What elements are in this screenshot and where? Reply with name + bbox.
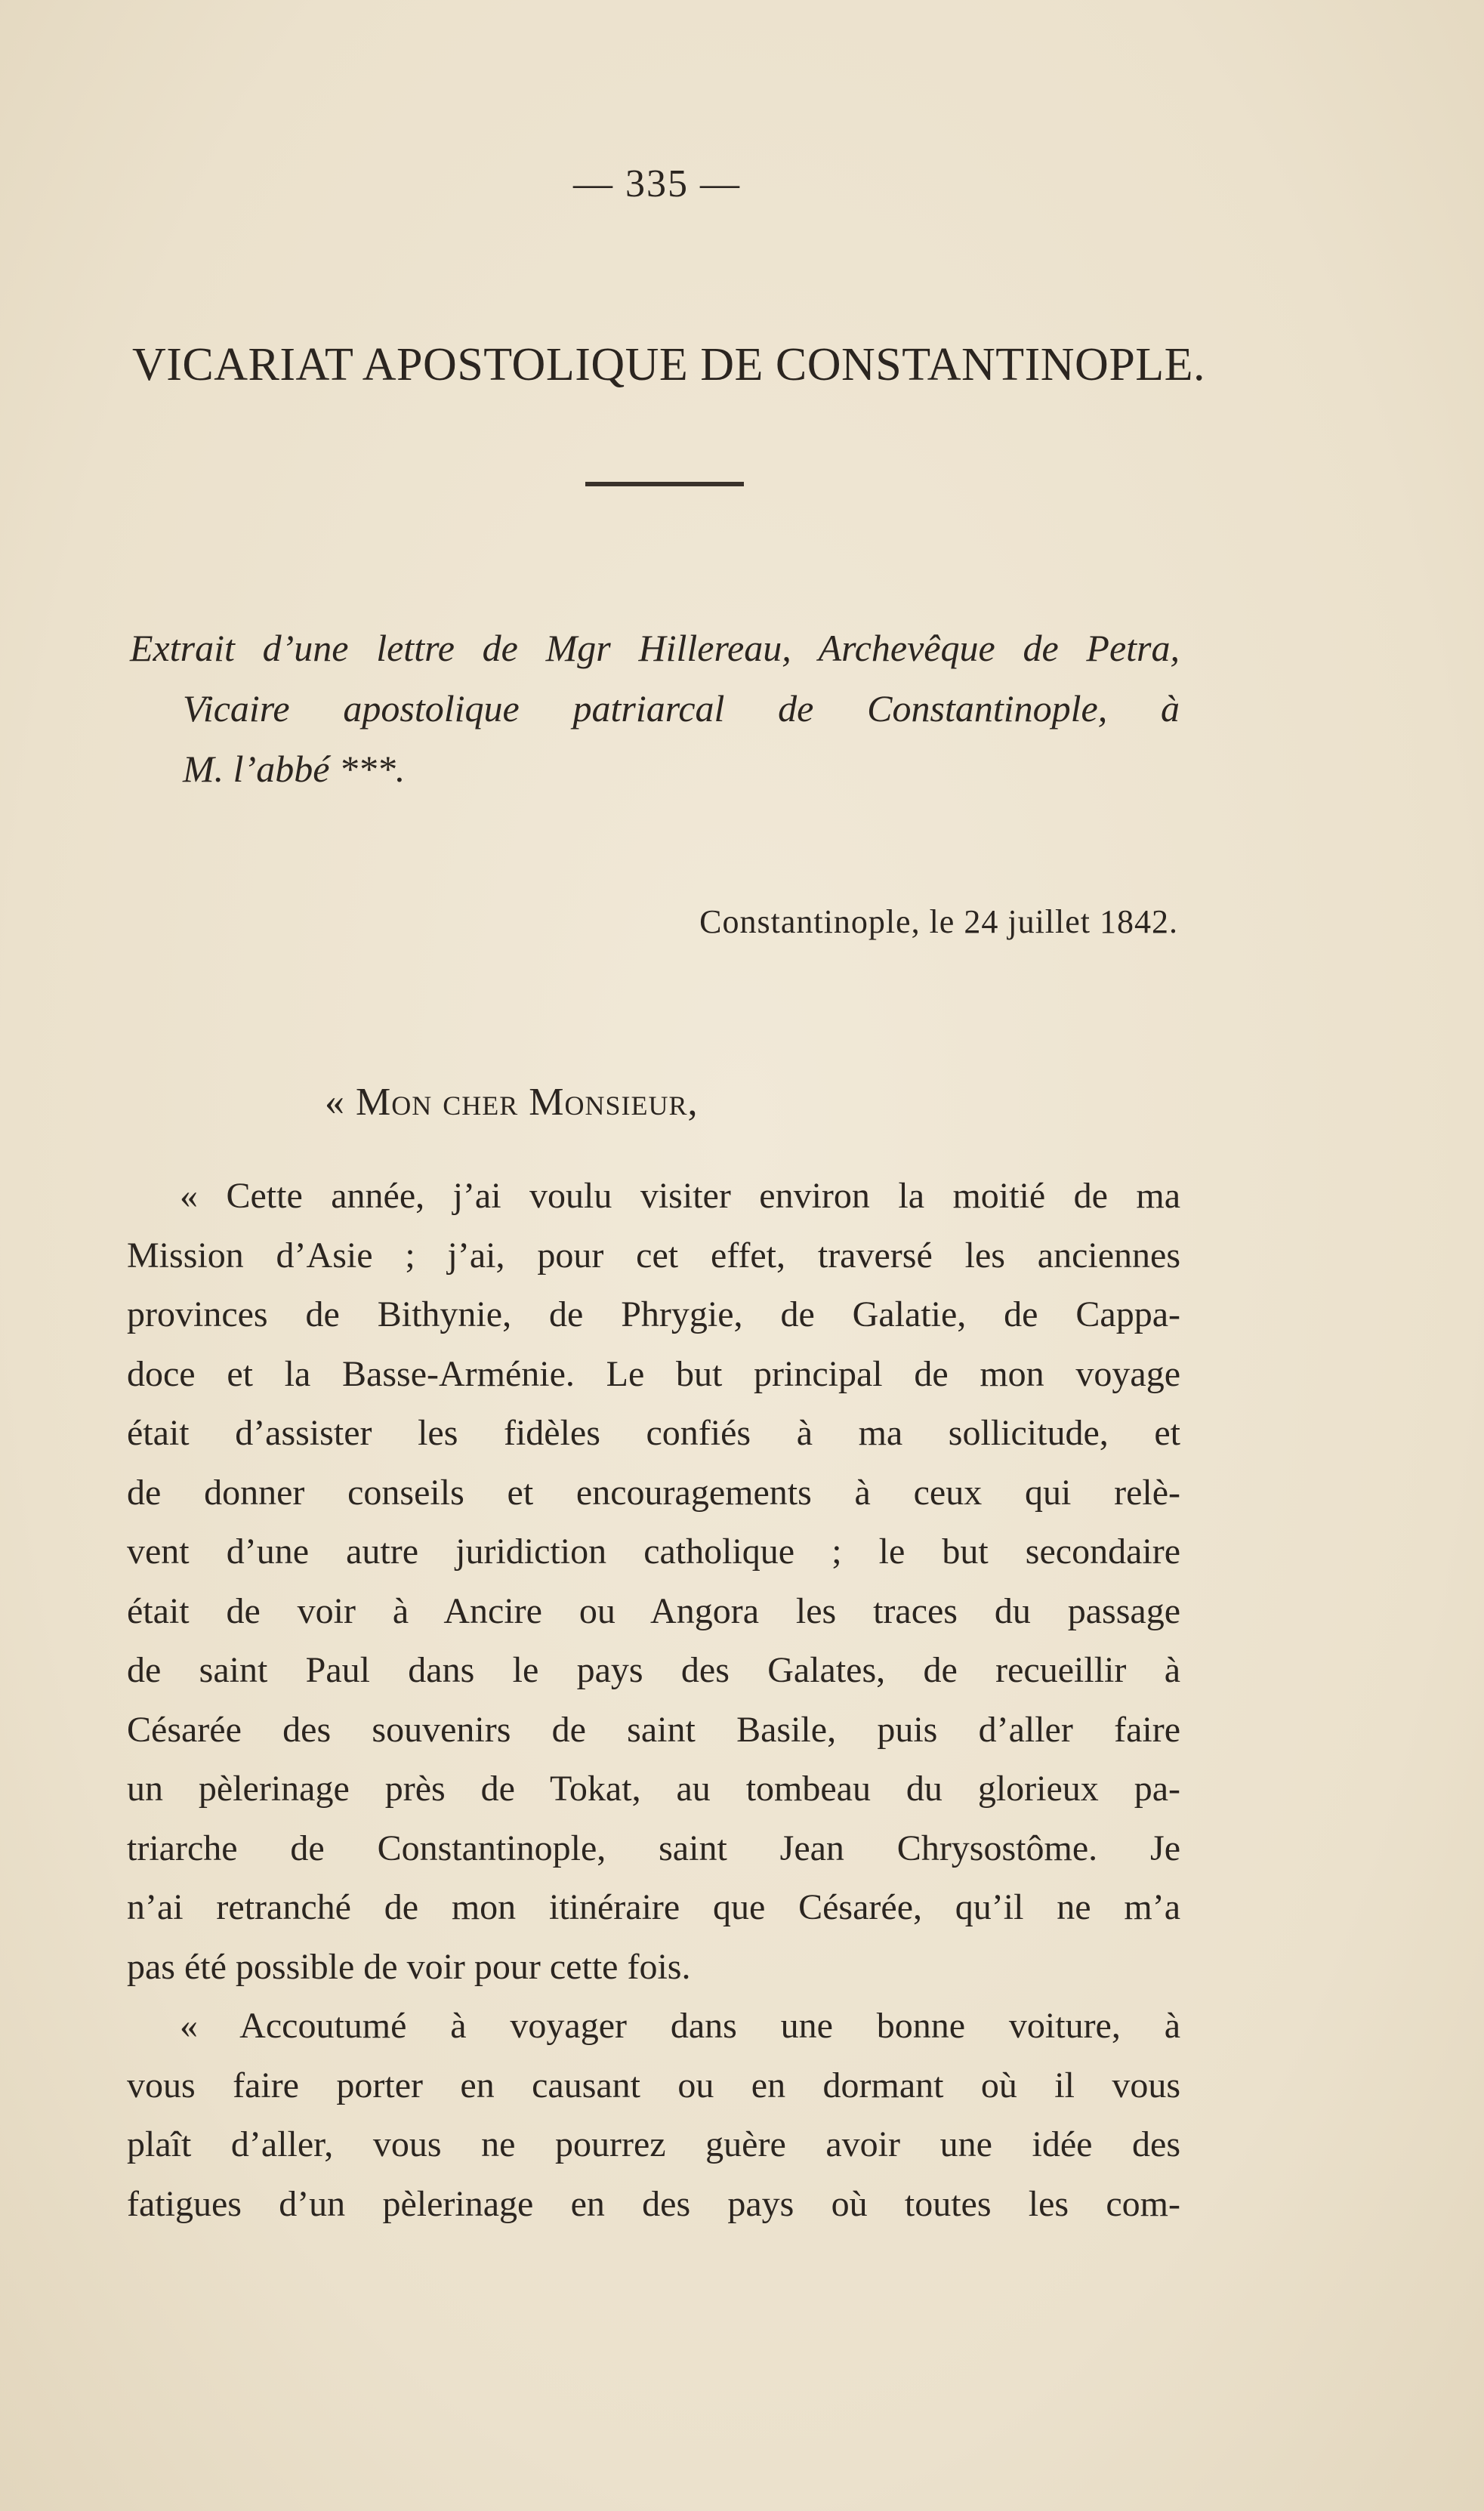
text-line: était de voir à Ancire ou Angora les traces du passage xyxy=(127,1590,1180,1631)
text-line: vous faire porter en causant ou en dormant où il vous xyxy=(127,2065,1180,2105)
text-line: doce et la Basse-Arménie. Le but principal de mon voyage xyxy=(127,1353,1180,1394)
text-line: « Cette année, j’ai voulu visiter environ la moitié de ma xyxy=(180,1176,1180,1216)
letter-extract-caption xyxy=(130,618,1180,799)
page-number: — 335 — xyxy=(573,162,741,205)
text-line: un pèlerinage près de Tokat, au tombeau du glorieux pa- xyxy=(127,1769,1180,1809)
separator-rule xyxy=(585,482,744,486)
paragraph-1 xyxy=(127,1167,1180,1997)
text-line: pas été possible de voir pour cette fois. xyxy=(127,1946,691,1987)
text-line: plaît d’aller, vous ne pourrez guère avoir une idée des xyxy=(127,2124,1180,2164)
section-heading: VICARIAT APOSTOLIQUE DE CONSTANTINOPLE. xyxy=(132,339,1206,390)
text-line: Mission d’Asie ; j’ai, pour cet effet, traversé les anciennes xyxy=(127,1235,1180,1276)
text-line: Césarée des souvenirs de saint Basile, puis d’aller faire xyxy=(127,1709,1180,1750)
letter-body xyxy=(127,1167,1180,2234)
text-line: vent d’une autre juridiction catholique ; le but secondaire xyxy=(127,1532,1180,1572)
extract-line-1: Extrait d’une lettre de Mgr Hillereau, Archevêque de Petra, xyxy=(130,627,1180,669)
text-line: n’ai retranché de mon itinéraire que Césarée, qu’il ne m’a xyxy=(127,1887,1180,1927)
text-line: triarche de Constantinople, saint Jean Chrysostôme. Je xyxy=(127,1828,1180,1868)
extract-line-3: M. l’abbé ***. xyxy=(183,748,406,790)
text-line: fatigues d’un pèlerinage en des pays où toutes les com- xyxy=(127,2183,1180,2224)
paragraph-2 xyxy=(127,1997,1180,2234)
dateline: Constantinople, le 24 juillet 1842. xyxy=(699,903,1178,940)
text-line: « Accoutumé à voyager dans une bonne voiture, à xyxy=(180,2006,1180,2046)
text-line: provinces de Bithynie, de Phrygie, de Galatie, de Cappa- xyxy=(127,1294,1180,1334)
extract-line-2: Vicaire apostolique patriarcal de Constantinople, à xyxy=(183,687,1180,730)
text-line: de saint Paul dans le pays des Galates, de recueillir à xyxy=(127,1650,1180,1690)
text-line: était d’assister les fidèles confiés à ma sollicitude, et xyxy=(127,1413,1180,1453)
salutation: « Mon cher Monsieur, xyxy=(325,1081,699,1124)
extract-indent-block xyxy=(130,678,1180,799)
text-line: de donner conseils et encouragements à ceux qui relè- xyxy=(127,1472,1180,1513)
